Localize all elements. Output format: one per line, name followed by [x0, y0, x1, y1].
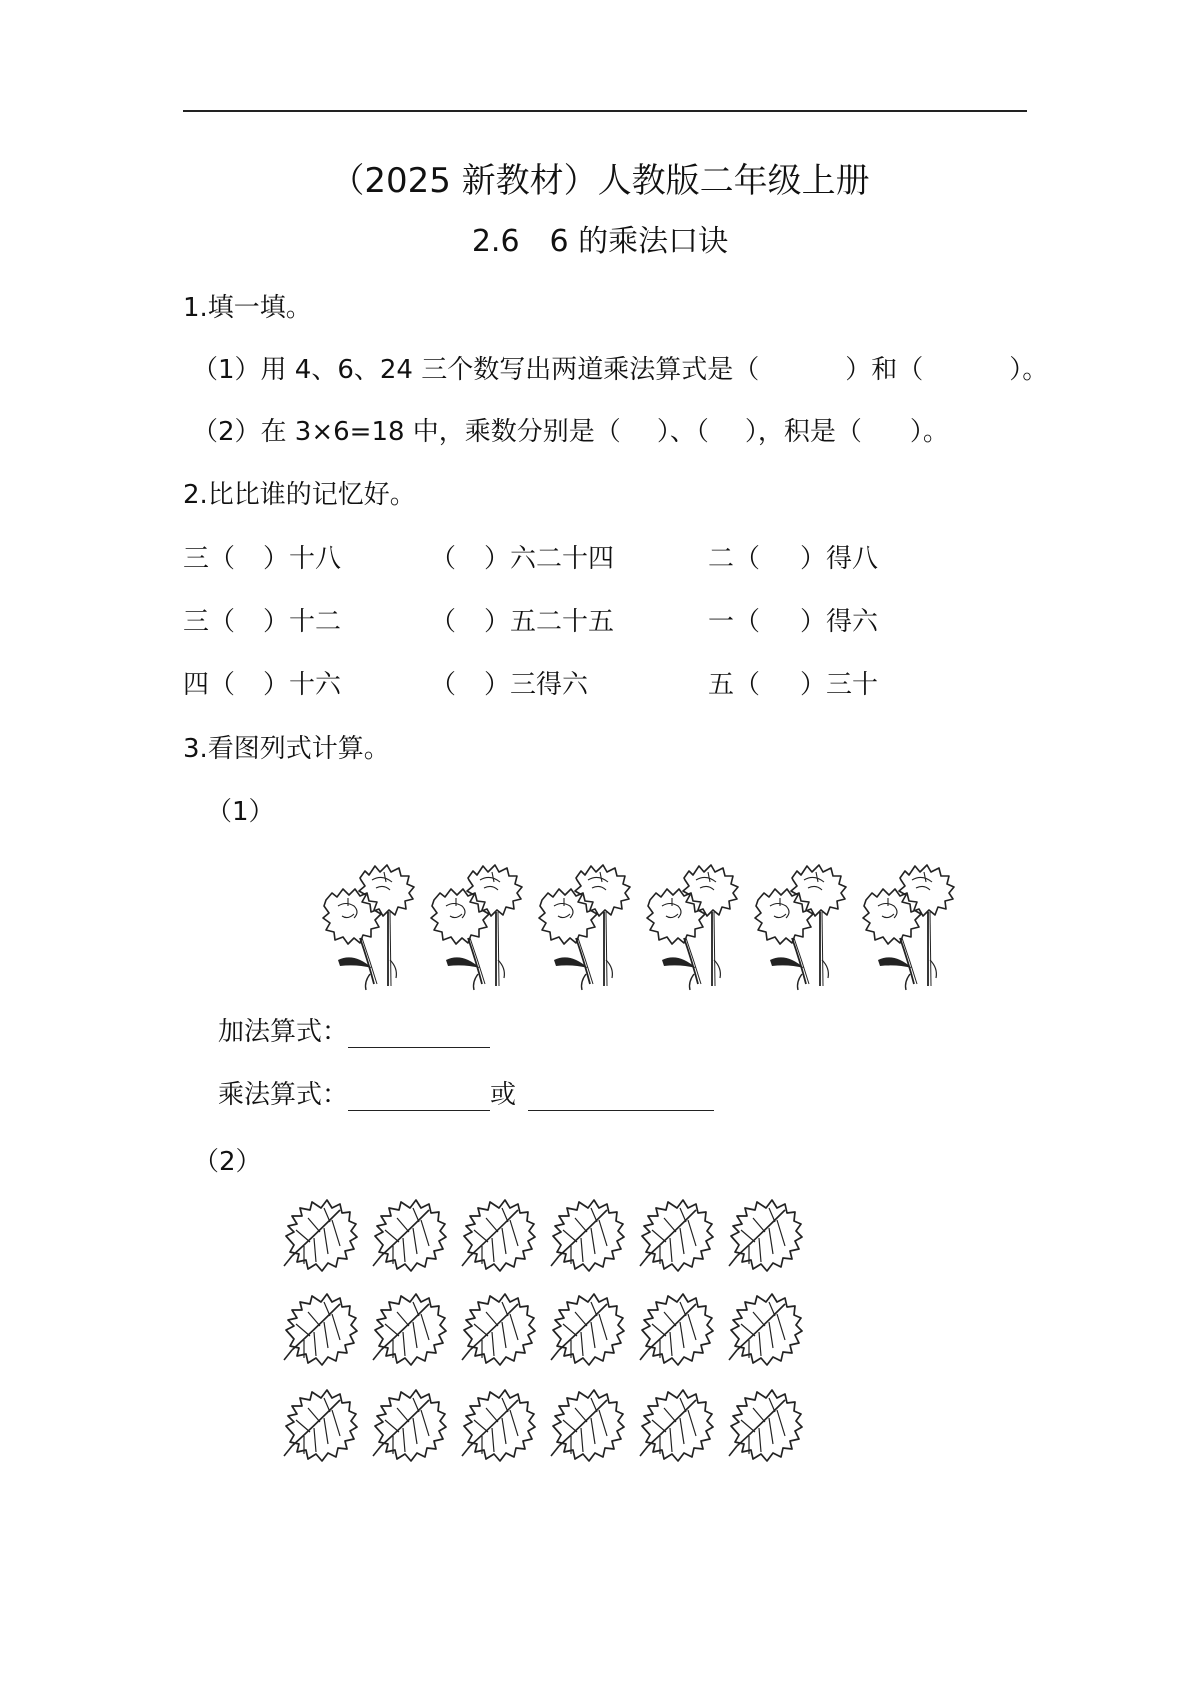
q2-item-3-1	[183, 669, 341, 701]
q1-part1-text-a: （1）用 4、6、24 三个数写出两道乘法算式是（	[192, 355, 760, 385]
carnation-group-1	[323, 865, 414, 990]
q2-item-1-2	[430, 543, 614, 575]
q2-item-3-3-post: ）三十	[800, 670, 879, 700]
carnation-group-2	[431, 865, 522, 990]
q2-item-3-1-post: ）十六	[263, 670, 342, 700]
carnation-group-6	[863, 865, 954, 990]
q2-item-2-1-pre: 三（	[183, 607, 236, 637]
page-title: （2025 新教材）人教版二年级上册	[330, 161, 870, 201]
q2-item-3-2-pre: （	[430, 670, 457, 700]
leaf-row-2	[284, 1294, 802, 1365]
q1-heading: 1.填一填。	[183, 293, 312, 323]
carnation-illustration	[318, 850, 978, 996]
q2-item-3-3-pre: 五（	[708, 670, 761, 700]
q2-item-1-3-post: ）得八	[800, 544, 879, 574]
lesson-subtitle: 2.6 6 的乘法口诀	[471, 224, 729, 259]
q2-item-3-1-pre: 四（	[183, 670, 236, 700]
or-word: 或	[490, 1080, 517, 1110]
q2-item-2-2-post: ）五二十五	[484, 607, 615, 637]
q2-item-1-2-pre: （	[430, 544, 457, 574]
leaf-row-1	[284, 1200, 802, 1271]
leaf-row-3	[284, 1390, 802, 1461]
q2-item-1-1-pre: 三（	[183, 544, 236, 574]
q3-part2-label: （2）	[193, 1147, 262, 1177]
q2-item-3-2-post: ）三得六	[484, 670, 589, 700]
q3-part1-label: （1）	[206, 797, 275, 827]
carnation-group-4	[647, 865, 738, 990]
q2-item-3-2	[430, 669, 588, 701]
q2-item-2-1-post: ）十二	[263, 607, 342, 637]
q2-item-3-3	[708, 669, 878, 701]
q1-part2-text-a: （2）在 3×6=18 中，乘数分别是（	[192, 417, 621, 447]
q2-item-2-3-post: ）得六	[800, 607, 879, 637]
q1-part1	[192, 354, 1048, 386]
q2-item-2-2	[430, 606, 614, 638]
carnation-group-3	[539, 865, 630, 990]
add-expression-blank[interactable]	[348, 1021, 490, 1048]
q2-item-1-3-pre: 二（	[708, 544, 761, 574]
mul-expression-blank-2[interactable]	[528, 1084, 714, 1111]
q1-part1-text-c: ）。	[1009, 355, 1049, 385]
q1-part1-text-b: ）和（	[845, 355, 924, 385]
q2-heading: 2.比比谁的记忆好。	[183, 480, 416, 510]
top-rule	[183, 110, 1027, 112]
q1-part2-text-b: ）、（	[656, 417, 709, 447]
carnation-group-5	[755, 865, 846, 990]
mul-expression-row	[218, 1079, 714, 1111]
q3-heading: 3.看图列式计算。	[183, 734, 390, 764]
leaf-illustration	[280, 1196, 820, 1472]
q1-part2-text-d: ）。	[909, 417, 949, 447]
mul-expression-label: 乘法算式：	[218, 1080, 349, 1110]
q2-item-2-2-pre: （	[430, 607, 457, 637]
q1-part2-text-c: ），积是（	[744, 417, 862, 447]
q2-item-2-3	[708, 606, 878, 638]
mul-expression-blank-1[interactable]	[348, 1084, 490, 1111]
q2-item-1-1	[183, 543, 341, 575]
q2-item-2-3-pre: 一（	[708, 607, 761, 637]
add-expression-row	[218, 1016, 490, 1048]
q2-item-2-1	[183, 606, 341, 638]
q2-item-1-3	[708, 543, 878, 575]
q2-item-1-1-post: ）十八	[263, 544, 342, 574]
q1-part2	[192, 416, 949, 448]
add-expression-label: 加法算式：	[218, 1017, 349, 1047]
q2-item-1-2-post: ）六二十四	[484, 544, 615, 574]
